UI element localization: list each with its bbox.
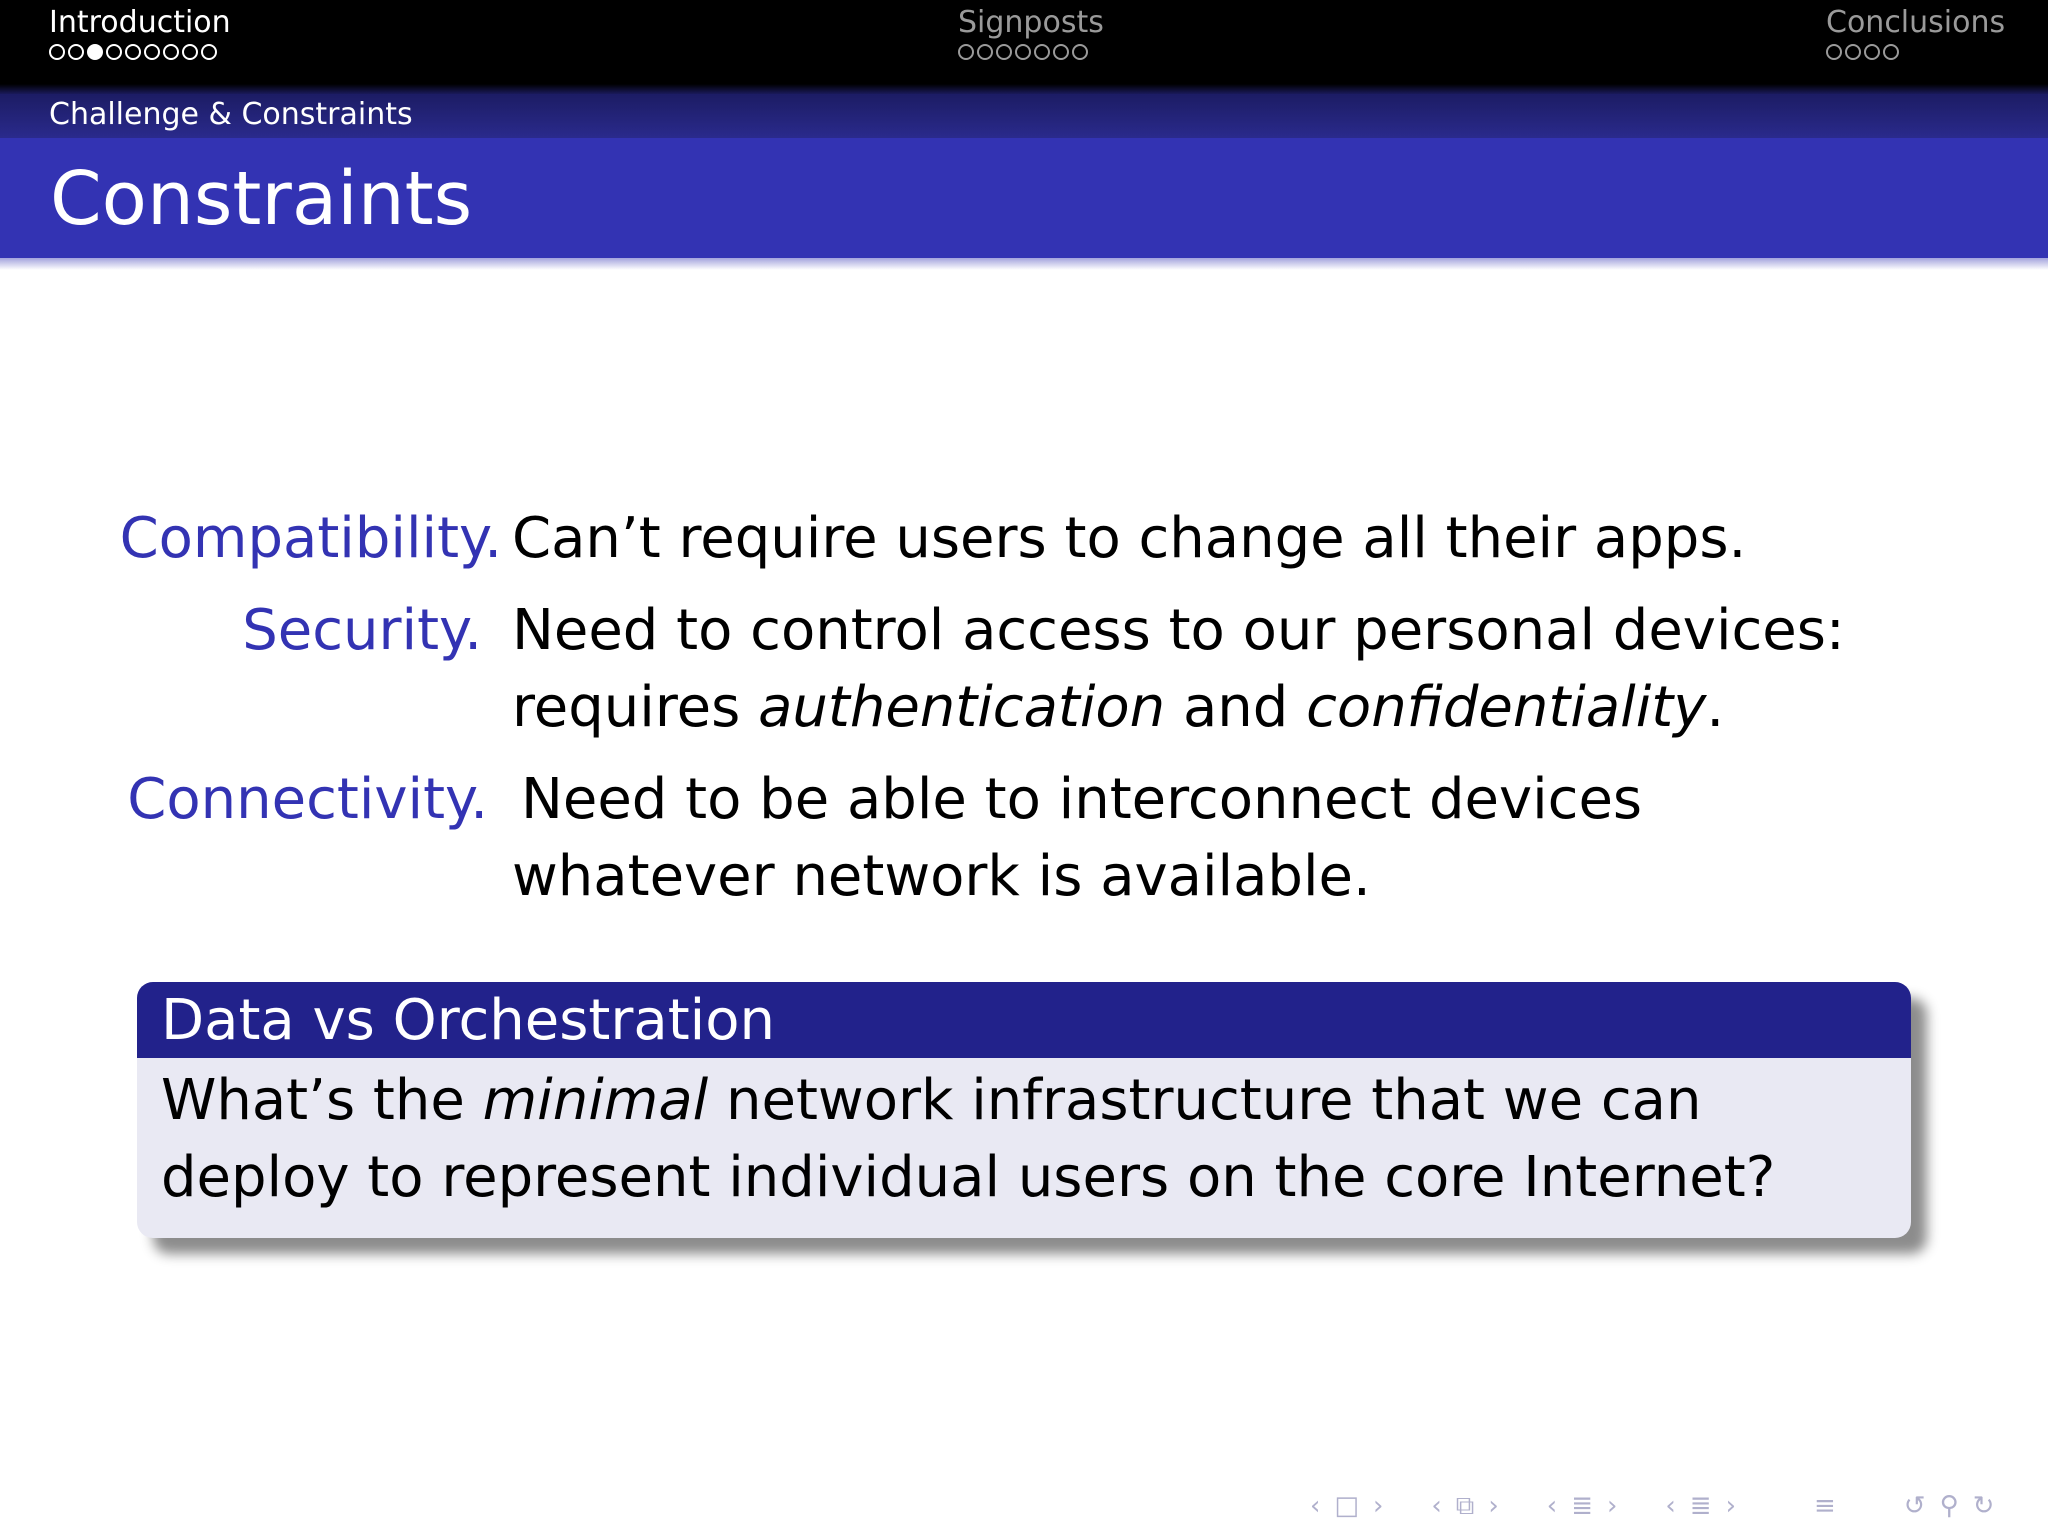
nav-frame-dot[interactable] (1034, 44, 1050, 60)
arrow-right-icon[interactable]: › (1372, 1491, 1384, 1521)
constraint-term: Security. (242, 598, 482, 663)
nav-frame-dot[interactable] (201, 44, 217, 60)
question-block (137, 982, 1911, 1238)
page-title: Constraints (50, 156, 473, 242)
arrow-left-icon[interactable]: ‹ (1665, 1491, 1676, 1521)
nav-frame-dot[interactable] (1845, 44, 1861, 60)
subsection-label[interactable]: Challenge & Constraints (49, 97, 413, 132)
constraint-definition: Can’t require users to change all their apps. (512, 506, 1747, 571)
arrow-left-icon[interactable]: ‹ (1546, 1491, 1558, 1521)
arrow-right-icon[interactable]: › (1488, 1491, 1499, 1521)
nav-frame-dots (49, 44, 231, 60)
subsection-icon[interactable]: ⧉ (1455, 1491, 1475, 1521)
constraint-definition: Need to be able to interconnect devices whatever network is available. (512, 767, 1643, 909)
nav-frame-dot[interactable] (87, 44, 103, 60)
nav-frame-dot[interactable] (49, 44, 65, 60)
nav-frame-dot[interactable] (1015, 44, 1031, 60)
arrow-left-icon[interactable]: ‹ (1310, 1491, 1321, 1521)
nav-frame-dot[interactable] (958, 44, 974, 60)
nav-section-label[interactable]: Signposts (958, 5, 1104, 40)
headline-navigation (0, 0, 2048, 84)
nav-section-introduction[interactable] (49, 4, 231, 60)
back-icon[interactable]: ↺ (1903, 1491, 1926, 1521)
block-title: Data vs Orchestration (137, 982, 1911, 1058)
nav-divider (0, 84, 2048, 94)
nav-frame-dot[interactable] (182, 44, 198, 60)
constraint-term: Connectivity. (127, 767, 488, 832)
nav-section-signposts[interactable] (958, 4, 1104, 60)
nav-frame-dots (958, 44, 1104, 60)
constraints-list (0, 500, 2048, 930)
nav-section-label[interactable]: Introduction (49, 5, 231, 40)
nav-frame-dot[interactable] (1826, 44, 1842, 60)
nav-frame-dot[interactable] (1864, 44, 1880, 60)
constraint-item (0, 761, 2048, 915)
nav-frame-dot[interactable] (977, 44, 993, 60)
forward-icon[interactable]: ↻ (1972, 1491, 1995, 1521)
nav-frame-dot[interactable] (144, 44, 160, 60)
title-shadow (0, 258, 2048, 270)
nav-frame-dot[interactable] (1883, 44, 1899, 60)
block-body: What’s the minimal network infrastructure that we can deploy to represent individual users on the core Internet? (161, 1068, 1776, 1210)
constraint-definition: Need to control access to our personal devices: requires authentication and confidentiality. (512, 598, 1845, 740)
section-icon[interactable]: ≣ (1571, 1491, 1593, 1521)
nav-section-conclusions[interactable] (1826, 4, 2005, 60)
nav-frame-dot[interactable] (106, 44, 122, 60)
nav-frame-dot[interactable] (163, 44, 179, 60)
frame-title-bar (0, 138, 2048, 258)
nav-frame-dot[interactable] (68, 44, 84, 60)
constraint-item (0, 500, 2048, 577)
nav-frame-dots (1826, 44, 2005, 60)
frame-icon[interactable]: □ (1334, 1491, 1359, 1521)
presentation-icon[interactable]: ≣ (1689, 1491, 1712, 1521)
constraint-item (0, 592, 2048, 746)
subsection-bar (0, 94, 2048, 138)
arrow-right-icon[interactable]: › (1606, 1491, 1618, 1521)
nav-frame-dot[interactable] (1053, 44, 1069, 60)
nav-frame-dot[interactable] (125, 44, 141, 60)
constraint-term: Compatibility. (119, 506, 502, 571)
navigation-symbols (1310, 1488, 2030, 1524)
toc-icon[interactable]: ≡ (1814, 1491, 1836, 1521)
arrow-left-icon[interactable]: ‹ (1431, 1491, 1442, 1521)
nav-section-label[interactable]: Conclusions (1826, 5, 2006, 40)
nav-frame-dot[interactable] (1072, 44, 1088, 60)
search-icon[interactable]: ⚲ (1939, 1491, 1959, 1521)
arrow-right-icon[interactable]: › (1725, 1491, 1736, 1521)
nav-frame-dot[interactable] (996, 44, 1012, 60)
